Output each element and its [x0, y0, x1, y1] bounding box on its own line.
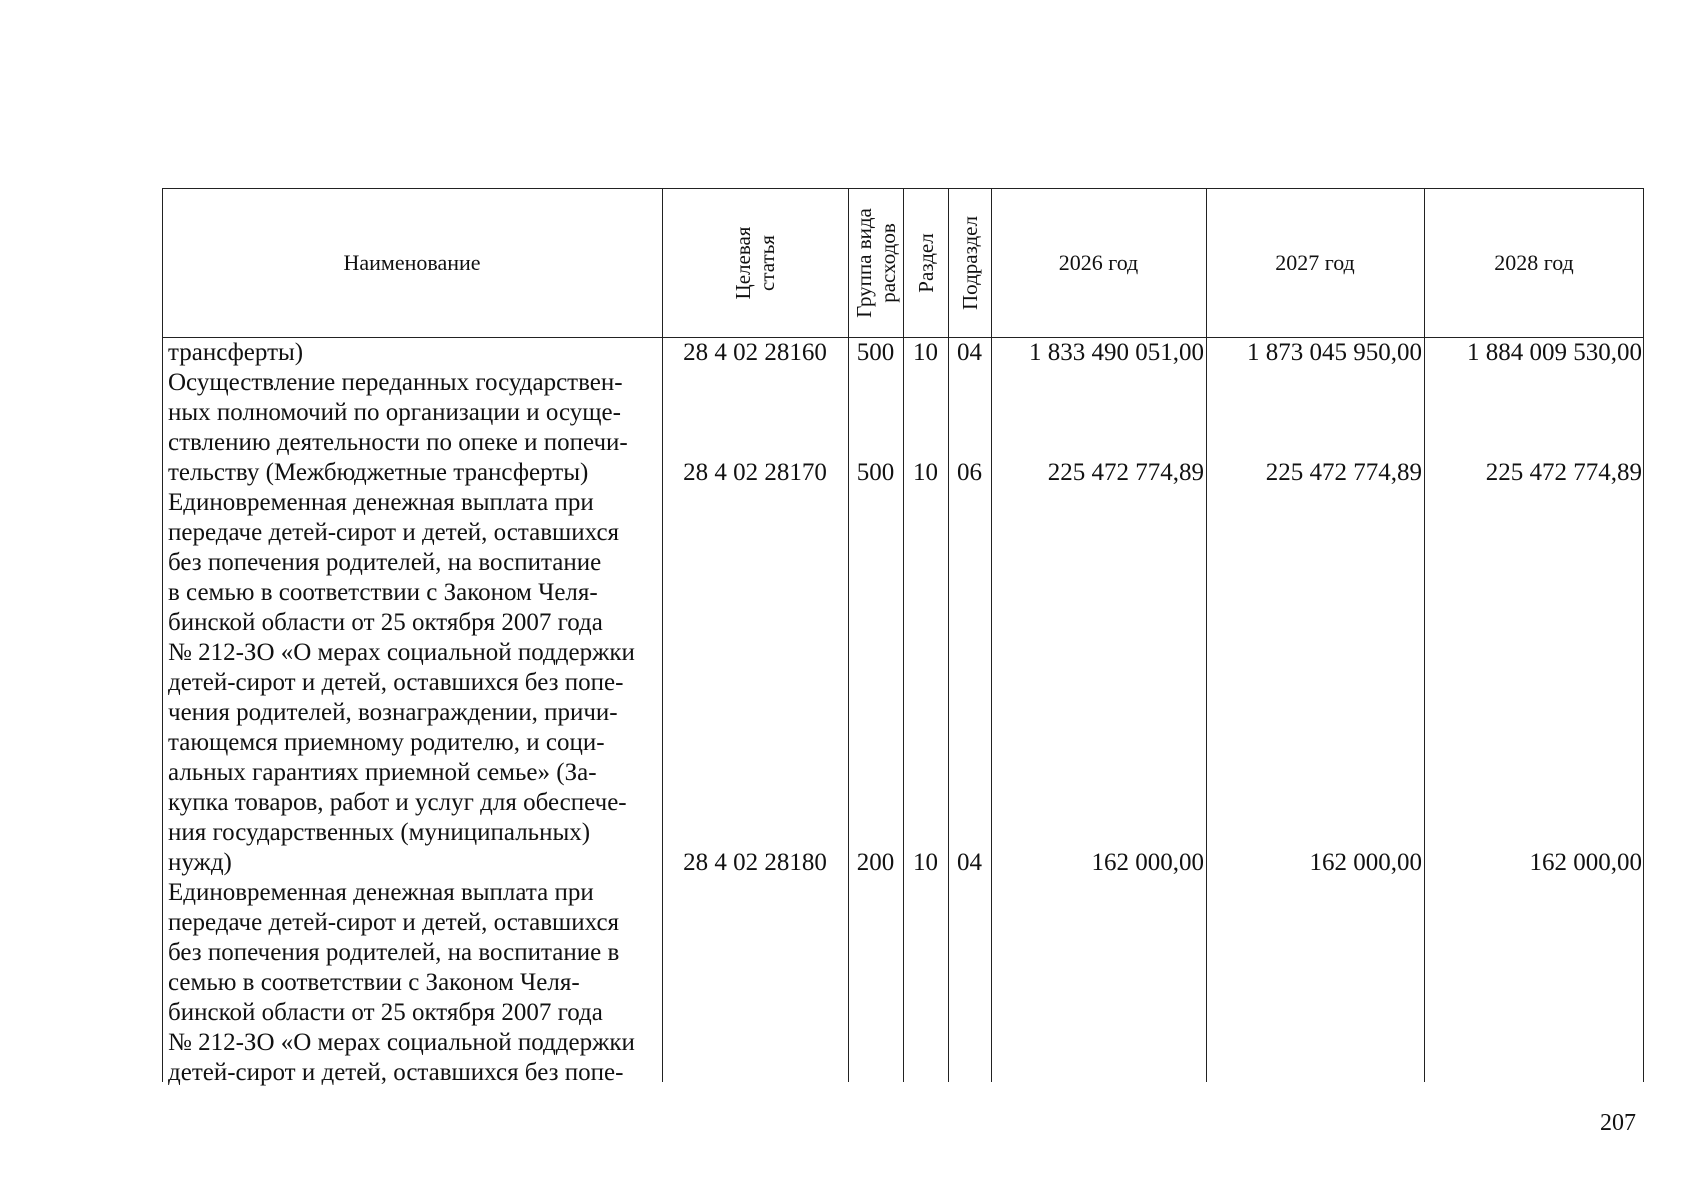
header-target: Целевая статья [731, 226, 779, 299]
expense-group: 500 [856, 339, 895, 366]
name-column [168, 338, 662, 1088]
row-text: передаче детей-сирот и детей, оставшихся [168, 519, 620, 546]
header-section: Раздел [913, 232, 938, 293]
amount-2028: 1 884 009 530,00 [1467, 339, 1642, 366]
header-2027: 2027 год [1275, 249, 1355, 275]
amount-2026: 162 000,00 [1091, 849, 1204, 876]
header-subsection: Подраздел [957, 215, 982, 310]
row-text: тельству (Межбюджетные трансферты) [168, 459, 589, 486]
amount-2027: 162 000,00 [1309, 849, 1422, 876]
row-text: Единовременная денежная выплата при [168, 489, 594, 516]
row-text: без попечения родителей, на воспитание в [168, 939, 620, 966]
section-code: 10 [913, 459, 938, 486]
row-text: детей-сирот и детей, оставшихся без попе- [168, 669, 624, 696]
amount-2028: 225 472 774,89 [1485, 459, 1642, 486]
row-text: купка товаров, работ и услуг для обеспече- [168, 789, 627, 816]
row-text: ния государственных (муниципальных) [168, 819, 591, 846]
row-text: передаче детей-сирот и детей, оставшихся [168, 909, 620, 936]
header-2026: 2026 год [1058, 249, 1139, 275]
header-name: Наименование [343, 249, 481, 275]
row-text: ных полномочий по организации и осуще- [168, 399, 621, 426]
subsection-code: 06 [957, 459, 982, 486]
header-group: Группа вида расходов [851, 207, 900, 318]
row-text: тающемся приемному родителю, и соци- [168, 729, 605, 756]
row-text: ствлению деятельности по опеке и попечи- [168, 429, 628, 456]
row-text: трансферты) [168, 339, 304, 366]
target-code: 28 4 02 28170 [683, 459, 827, 486]
row-text: нужд) [168, 849, 232, 876]
amount-2027: 1 873 045 950,00 [1247, 339, 1422, 366]
section-code: 10 [913, 849, 938, 876]
amount-2027: 225 472 774,89 [1265, 459, 1422, 486]
section-code: 10 [913, 339, 938, 366]
amount-2028: 162 000,00 [1529, 849, 1642, 876]
expense-group: 500 [856, 459, 895, 486]
subsection-code: 04 [957, 849, 982, 876]
row-text: бинской области от 25 октября 2007 года [168, 609, 603, 636]
row-text: семью в соответствии с Законом Челя- [168, 969, 580, 996]
amount-2026: 1 833 490 051,00 [1029, 339, 1204, 366]
row-text: Единовременная денежная выплата при [168, 879, 594, 906]
row-text: № 212-ЗО «О мерах социальной поддержки [168, 1029, 635, 1056]
row-text: бинской области от 25 октября 2007 года [168, 999, 603, 1026]
row-text: № 212-ЗО «О мерах социальной поддержки [168, 639, 635, 666]
row-text: Осуществление переданных государствен- [168, 369, 623, 396]
target-code: 28 4 02 28180 [683, 849, 827, 876]
row-text: без попечения родителей, на воспитание [168, 549, 602, 576]
row-text: детей-сирот и детей, оставшихся без попе- [168, 1059, 624, 1086]
page-number: 207 [1600, 1110, 1636, 1136]
header-2028: 2028 год [1494, 249, 1574, 275]
target-code: 28 4 02 28160 [683, 339, 827, 366]
row-text: в семью в соответствии с Законом Челя- [168, 579, 598, 606]
expense-group: 200 [856, 849, 895, 876]
subsection-code: 04 [957, 339, 982, 366]
amount-2026: 225 472 774,89 [1047, 459, 1204, 486]
row-text: чения родителей, вознаграждении, причи- [168, 699, 618, 726]
row-text: альных гарантиях приемной семье» (За- [168, 759, 597, 786]
